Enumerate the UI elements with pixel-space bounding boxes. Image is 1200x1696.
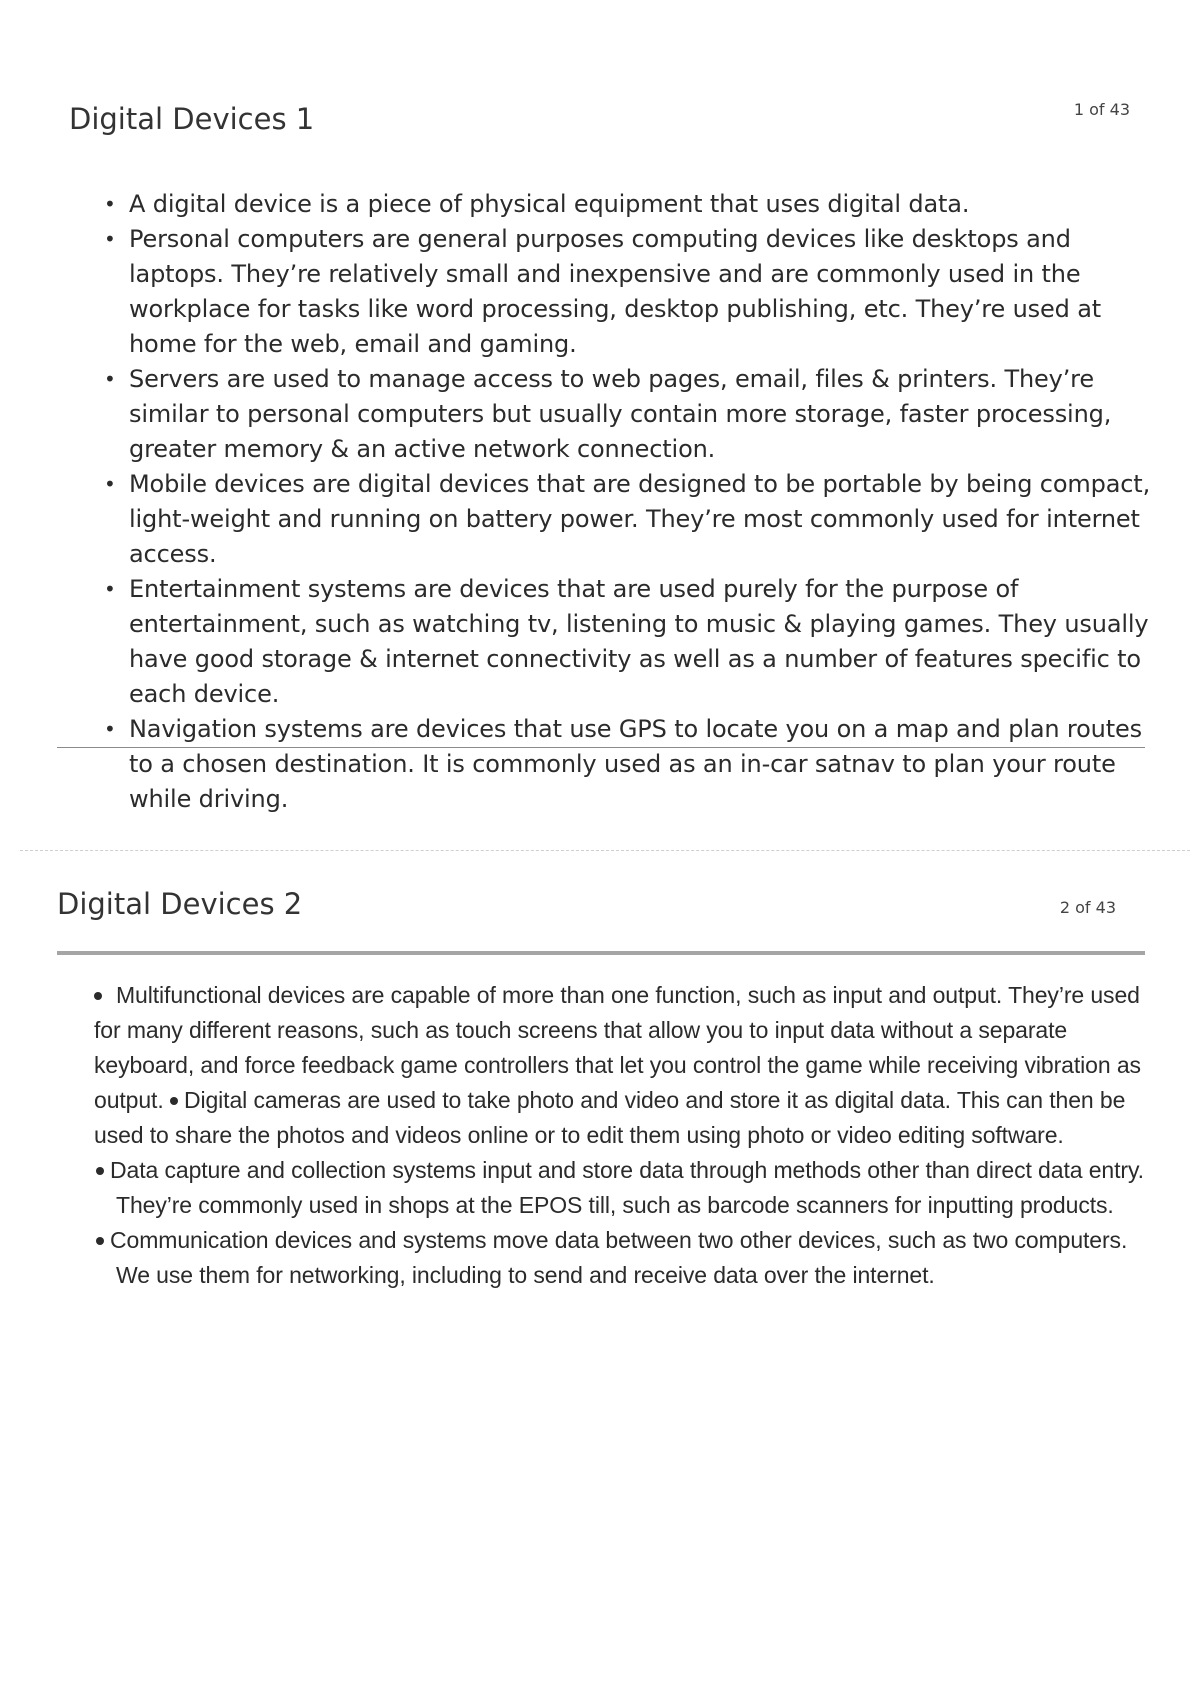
divider: [57, 747, 1145, 748]
list-item: [94, 1153, 1144, 1223]
list-item: [104, 467, 1164, 572]
paragraph-text: Digital cameras are used to take photo and video and store it as digital data. This can then be used to share the photos and videos online or to edit them using photo or video editing software.: [94, 1087, 1126, 1148]
list-item-text: Personal computers are general purposes computing devices like desktops and laptops. They’re relatively small and inexpensive and are commonly used in the workplace for tasks like word processing, desktop publishing, etc. They’re used at home for the web, email and gaming.: [129, 225, 1102, 358]
list-item-text: Mobile devices are digital devices that are designed to be portable by being compact, light-weight and running on battery power. They’re most commonly used for internet access.: [129, 470, 1151, 568]
bullet-icon: •: [104, 472, 116, 496]
list-item: [104, 187, 1164, 222]
list-item-text: Communication devices and systems move data between two other devices, such as two computers. We use them for networking, including to send and receive data over the internet.: [110, 1227, 1128, 1288]
flashcard-2: [0, 852, 1200, 1696]
list-item: [104, 572, 1164, 712]
bullet-icon: [96, 1237, 104, 1245]
bullet-icon: •: [104, 367, 116, 391]
page-break-divider: [20, 850, 1190, 851]
bullet-icon: [170, 1097, 178, 1105]
bullet-icon: [96, 1167, 104, 1175]
bullet-icon: •: [104, 192, 116, 216]
list-item: [94, 1223, 1144, 1293]
list-item: [104, 712, 1164, 817]
divider: [57, 951, 1145, 955]
list-item: [104, 362, 1164, 467]
list-item: [104, 222, 1164, 362]
card-counter: 2 of 43: [1059, 898, 1116, 917]
bullet-icon: •: [104, 227, 116, 251]
list-item-text: Data capture and collection systems input and store data through methods other than direct data entry. They’re commonly used in shops at the EPOS till, such as barcode scanners for inputting products.: [110, 1157, 1144, 1218]
list-item-text: Navigation systems are devices that use GPS to locate you on a map and plan routes to a chosen destination. It is commonly used as an in-car satnav to plan your route while driving.: [129, 715, 1142, 813]
list-item-text: Servers are used to manage access to web pages, email, files & printers. They’re similar to personal computers but usually contain more storage, faster processing, greater memory & an active network connection.: [129, 365, 1112, 463]
bullet-list: [104, 187, 1164, 817]
list-item-text: A digital device is a piece of physical equipment that uses digital data.: [129, 190, 970, 218]
card-counter: 1 of 43: [1073, 100, 1130, 119]
paragraph-text: Multifunctional devices are capable of more than one function, such as input and output. They’re used for many different reasons, such as touch screens that allow you to input data without a separate keyboard, and force feedback game controllers that let you control the game while receiving vibration as output.: [94, 982, 1141, 1113]
card-body: [94, 978, 1144, 1293]
card-title: Digital Devices 2: [57, 887, 303, 921]
bullet-icon: •: [104, 717, 116, 741]
card-title: Digital Devices 1: [69, 102, 315, 136]
bullet-icon: [94, 992, 102, 1000]
paragraph: [94, 978, 1144, 1153]
list-item-text: Entertainment systems are devices that are used purely for the purpose of entertainment, such as watching tv, listening to music & playing games. They usually have good storage & internet connectivity as well as a number of features specific to each device.: [129, 575, 1149, 708]
bullet-icon: •: [104, 577, 116, 601]
